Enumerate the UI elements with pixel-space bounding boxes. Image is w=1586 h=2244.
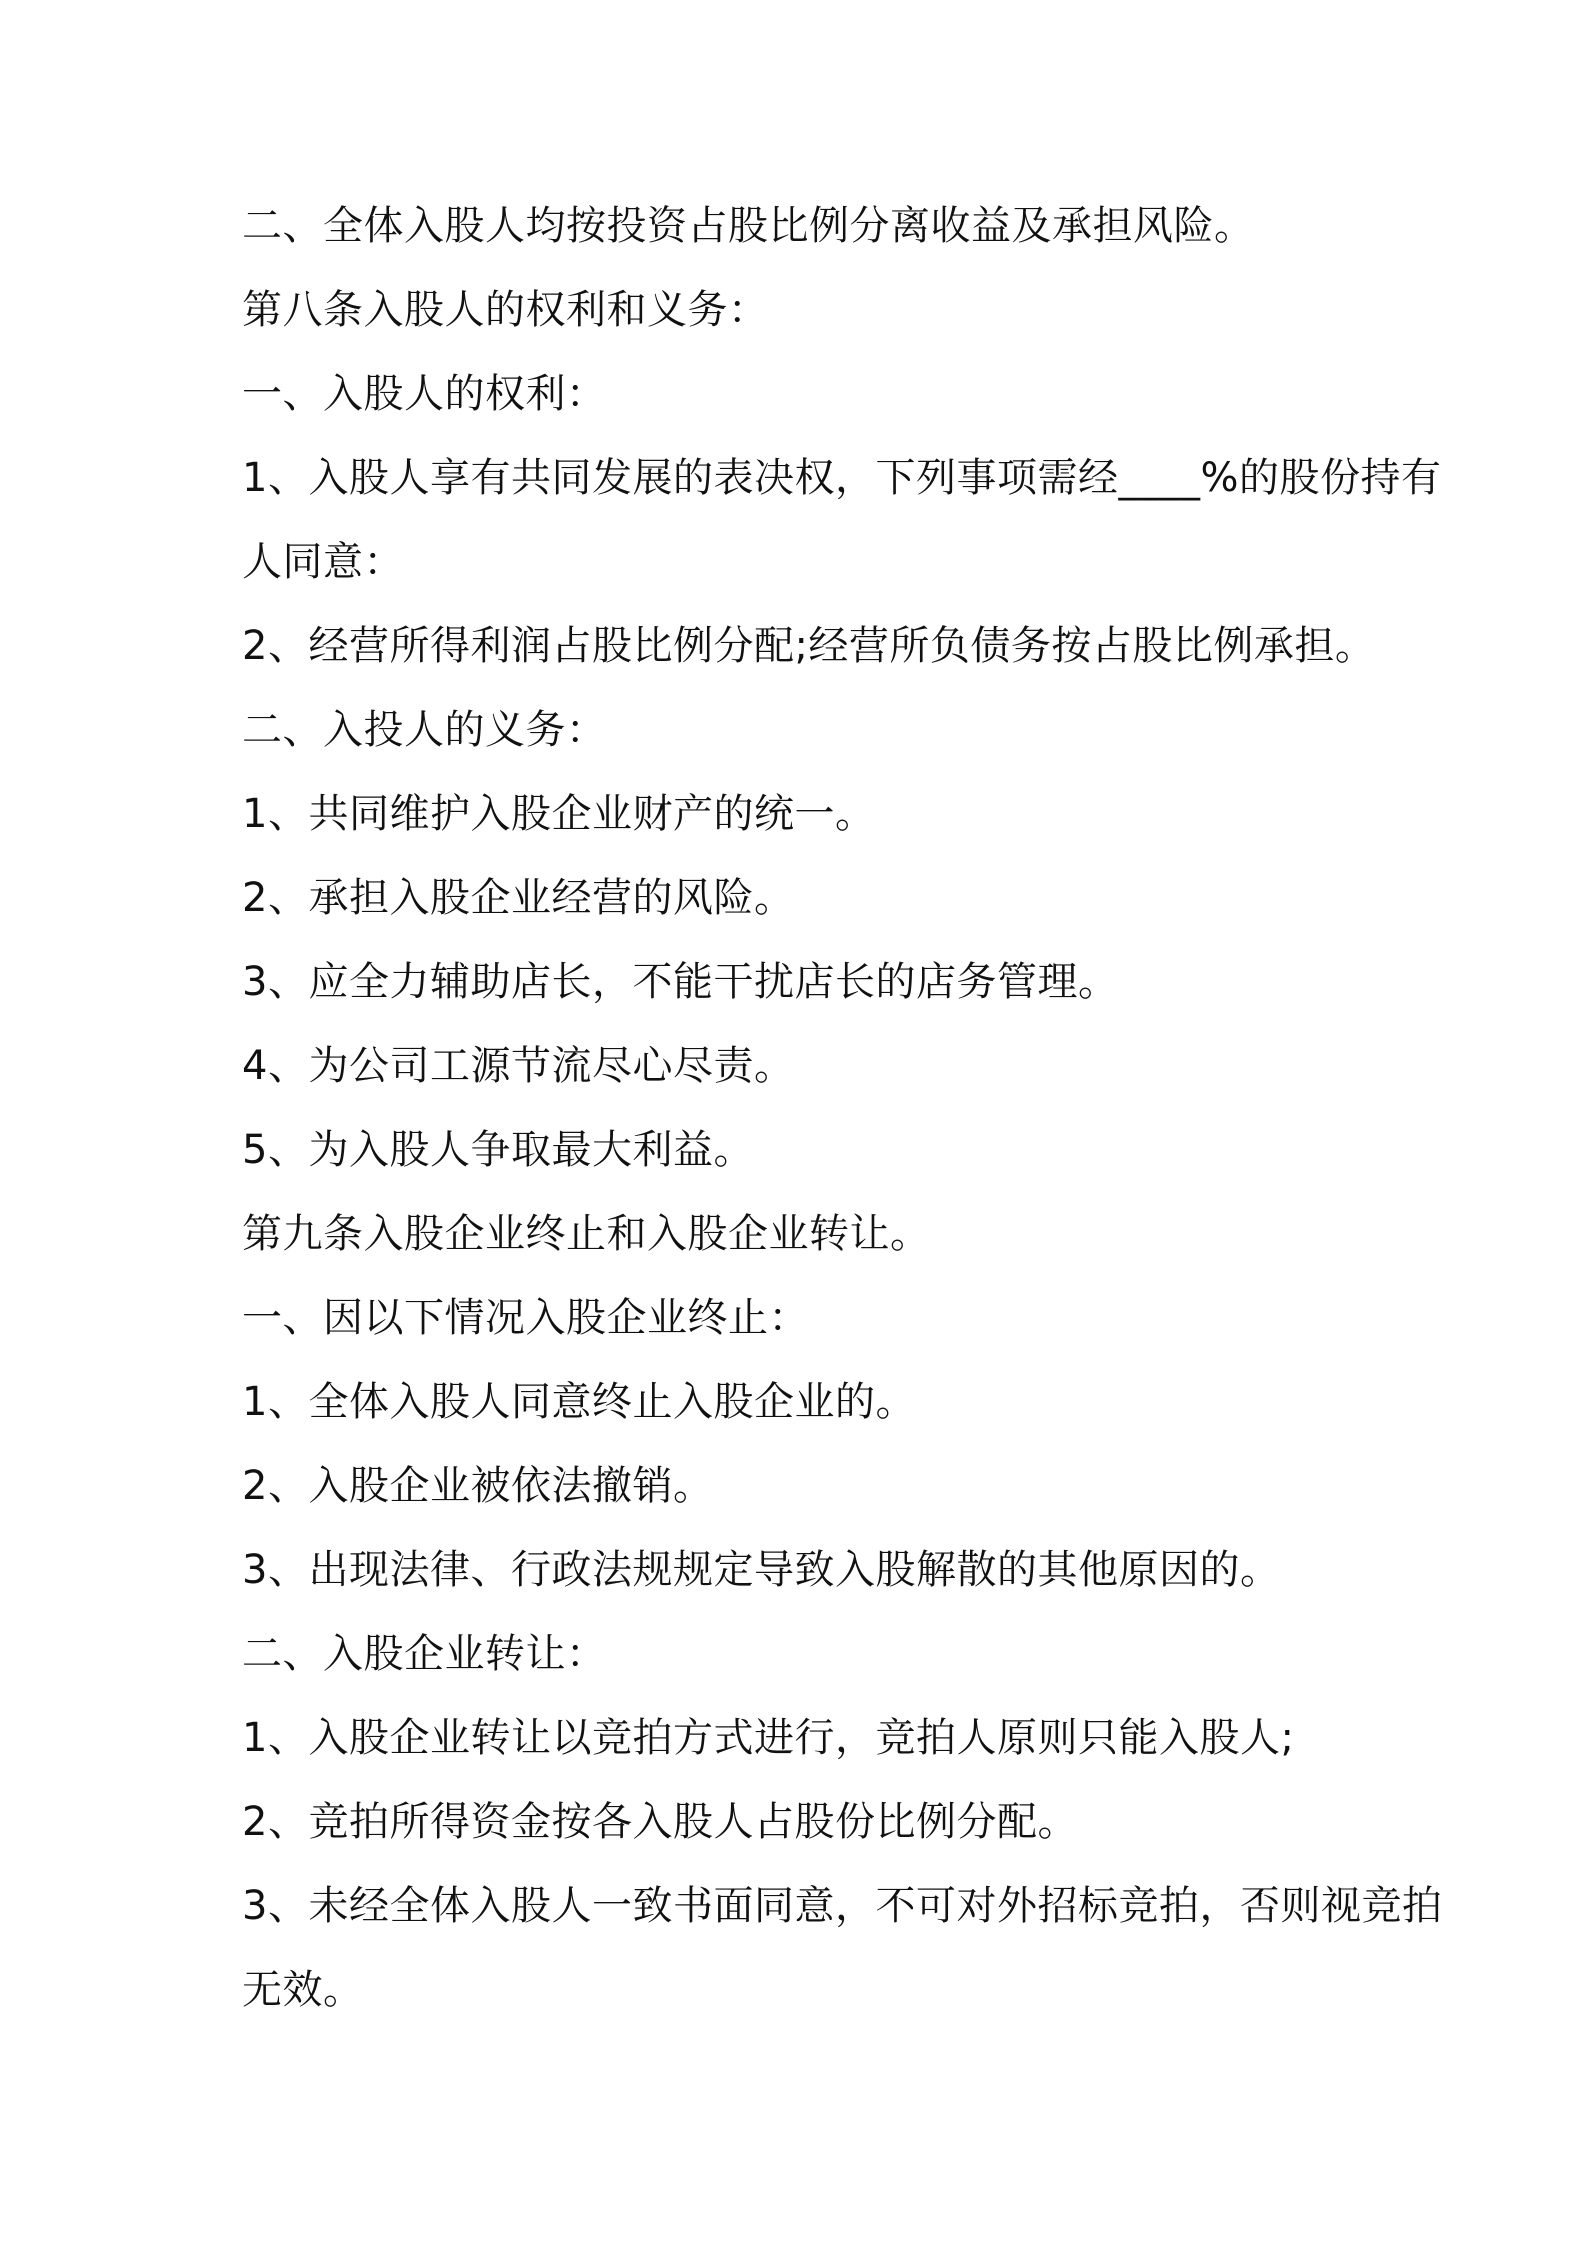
paragraph-line: 4、为公司工源节流尽心尽责。 [242, 1043, 795, 1089]
section-heading: 二、入投人的义务： [242, 707, 607, 753]
paragraph-line: 3、出现法律、行政法规规定导致入股解散的其他原因的。 [242, 1547, 1281, 1593]
paragraph-line: 2、承担入股企业经营的风险。 [242, 875, 795, 921]
paragraph-line: 3、未经全体入股人一致书面同意，不可对外招标竞拍，否则视竞拍 [242, 1883, 1443, 1929]
article-heading: 第九条入股企业终止和入股企业转让。 [242, 1211, 931, 1257]
paragraph-line: 2、经营所得利润占股比例分配;经营所负债务按占股比例承担。 [242, 623, 1376, 669]
section-heading: 二、入股企业转让： [242, 1631, 607, 1677]
paragraph-line: 5、为入股人争取最大利益。 [242, 1127, 754, 1173]
paragraph-line: 2、竞拍所得资金按各入股人占股份比例分配。 [242, 1799, 1078, 1845]
paragraph-line: 1、入股人享有共同发展的表决权，下列事项需经____%的股份持有 [242, 455, 1442, 501]
paragraph-line: 1、入股企业转让以竞拍方式进行，竞拍人原则只能入股人; [242, 1715, 1295, 1761]
section-heading: 一、入股人的权利： [242, 371, 607, 417]
section-heading: 一、因以下情况入股企业终止： [242, 1295, 809, 1341]
paragraph-line: 二、全体入股人均按投资占股比例分离收益及承担风险。 [242, 203, 1255, 249]
article-heading: 第八条入股人的权利和义务： [242, 287, 769, 333]
paragraph-line: 无效。 [242, 1967, 364, 2013]
paragraph-line: 3、应全力辅助店长，不能干扰店长的店务管理。 [242, 959, 1119, 1005]
paragraph-line: 人同意： [242, 539, 404, 585]
paragraph-line: 1、全体入股人同意终止入股企业的。 [242, 1379, 916, 1425]
paragraph-line: 2、入股企业被依法撤销。 [242, 1463, 714, 1509]
paragraph-line: 1、共同维护入股企业财产的统一。 [242, 791, 876, 837]
